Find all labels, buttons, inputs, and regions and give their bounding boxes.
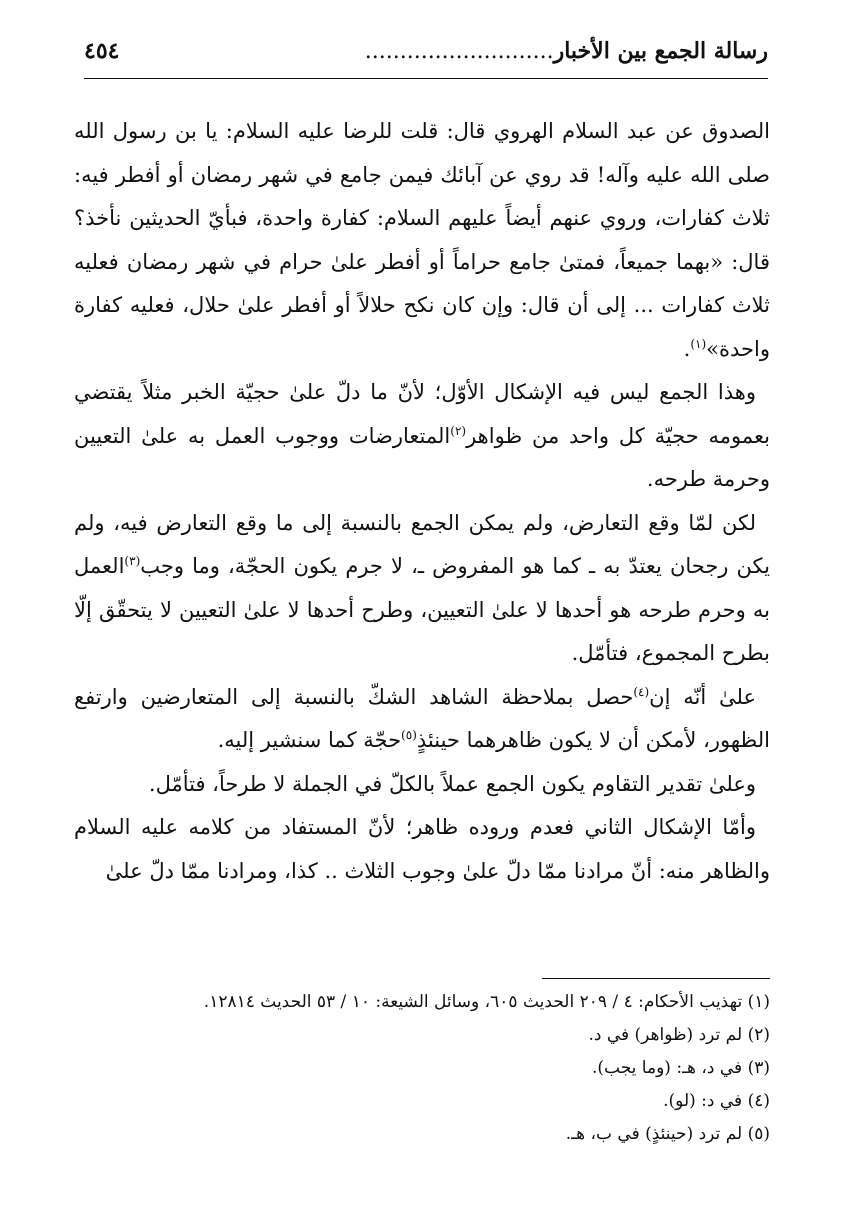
footnote-ref-2: (٢): [450, 423, 467, 438]
header-title: [365, 38, 768, 64]
title-leader-dots: ...........................: [364, 39, 554, 64]
footnote-ref-4: (٤): [633, 684, 650, 699]
footnote-4: (٤) في د: (لو).: [663, 1091, 770, 1111]
paragraph-2: [74, 371, 770, 502]
footnote-1: (١) تهذيب الأحكام: ٤ / ٢٠٩ الحديث ٦٠٥، وسائل الشيعة: ١٠ / ٥٣ الحديث ١٢٨١٤.: [203, 992, 770, 1012]
paragraph-3-text-a: لكن لمّا وقع التعارض، ولم يمكن الجمع بالنسبة إلى ما وقع التعارض فيه، ولم يكن رجحان يعتدّ به ـ كما هو المفروض ـ، لا جرم يكون الحجّة، وما وجب: [74, 510, 770, 578]
paragraph-4-text-a: علىٰ أنّه إن: [649, 684, 757, 709]
footnote-2: (٢) لم ترد (ظواهر) في د.: [588, 1025, 770, 1045]
footnote-divider: [542, 978, 770, 979]
running-title: رسالة الجمع بين الأخبار: [553, 38, 768, 64]
footnote-ref-1: (١): [690, 336, 707, 351]
footnotes: [74, 986, 770, 1151]
paragraph-2-text-b: المتعارضات ووجوب العمل به علىٰ التعيين وحرمة طرحه.: [74, 423, 770, 491]
paragraph-1-text: الصدوق عن عبد السلام الهروي قال: قلت للرضا عليه السلام: يا بن رسول الله صلى الله عليه وآله! قد روي عن آبائك فيمن جامع في شهر رمضان أو أفطر فيه: ثلاث كفارات، وروي عنهم أيضاً عليهم السلام: كفارة واحدة، فبأيّ الحديثين نأخذ؟ قال: «بهما جميعاً، فمتىٰ جامع حراماً أو أفطر علىٰ حرام في شهر رمضان فعليه ثلاث كفارات ... إلى أن قال: وإن كان نكح حلالاً أو أفطر علىٰ حلال، فعليه كفارة واحدة»: [74, 119, 770, 361]
paragraph-1-end: .: [683, 336, 691, 361]
paragraph-3: [74, 502, 770, 676]
paragraph-3-text-b: العمل به وحرم طرحه هو أحدها لا علىٰ التعيين، وطرح أحدها لا علىٰ التعيين لا يتحقّق إلّا بطرح المجموع، فتأمّل.: [74, 554, 770, 665]
footnote-5: (٥) لم ترد (حينئذٍ) في ب، هـ.: [565, 1124, 770, 1144]
footnote-ref-3: (٣): [124, 554, 141, 568]
page-number: ٤٥٤: [84, 38, 120, 64]
paragraph-5: وعلىٰ تقدير التقاوم يكون الجمع عملاً بالكلّ في الجملة لا طرحاً، فتأمّل.: [148, 771, 756, 796]
paragraph-2-text-a: وهذا الجمع ليس فيه الإشكال الأوّل؛ لأنّ ما دلّ علىٰ حجيّة الخبر مثلاً يقتضي بعمومه حجيّة كل واحد من ظواهر: [74, 380, 771, 448]
paragraph-1: [74, 110, 770, 371]
footnote-3: (٣) في د، هـ: (وما يجب).: [591, 1058, 770, 1078]
header-divider: [84, 78, 768, 79]
paragraph-4-text-c: حجّة كما سنشير إليه.: [217, 728, 402, 752]
page-header: [84, 28, 768, 74]
paragraph-6: وأمّا الإشكال الثاني فعدم وروده ظاهر؛ لأنّ المستفاد من كلامه عليه السلام والظاهر منه: أنّ مرادنا ممّا دلّ علىٰ وجوب الثلاث .. كذا، ومرادنا ممّا دلّ علىٰ: [74, 815, 770, 883]
footnote-ref-5: (٥): [401, 728, 417, 742]
paragraph-4: [74, 676, 770, 763]
main-text: [74, 110, 770, 893]
paragraph-4-text-b: حصل بملاحظة الشاهد الشكّ بالنسبة إلى المتعارضين وارتفع الظهور، لأمكن أن لا يكون ظاهرهما حينئذٍ: [74, 684, 770, 752]
